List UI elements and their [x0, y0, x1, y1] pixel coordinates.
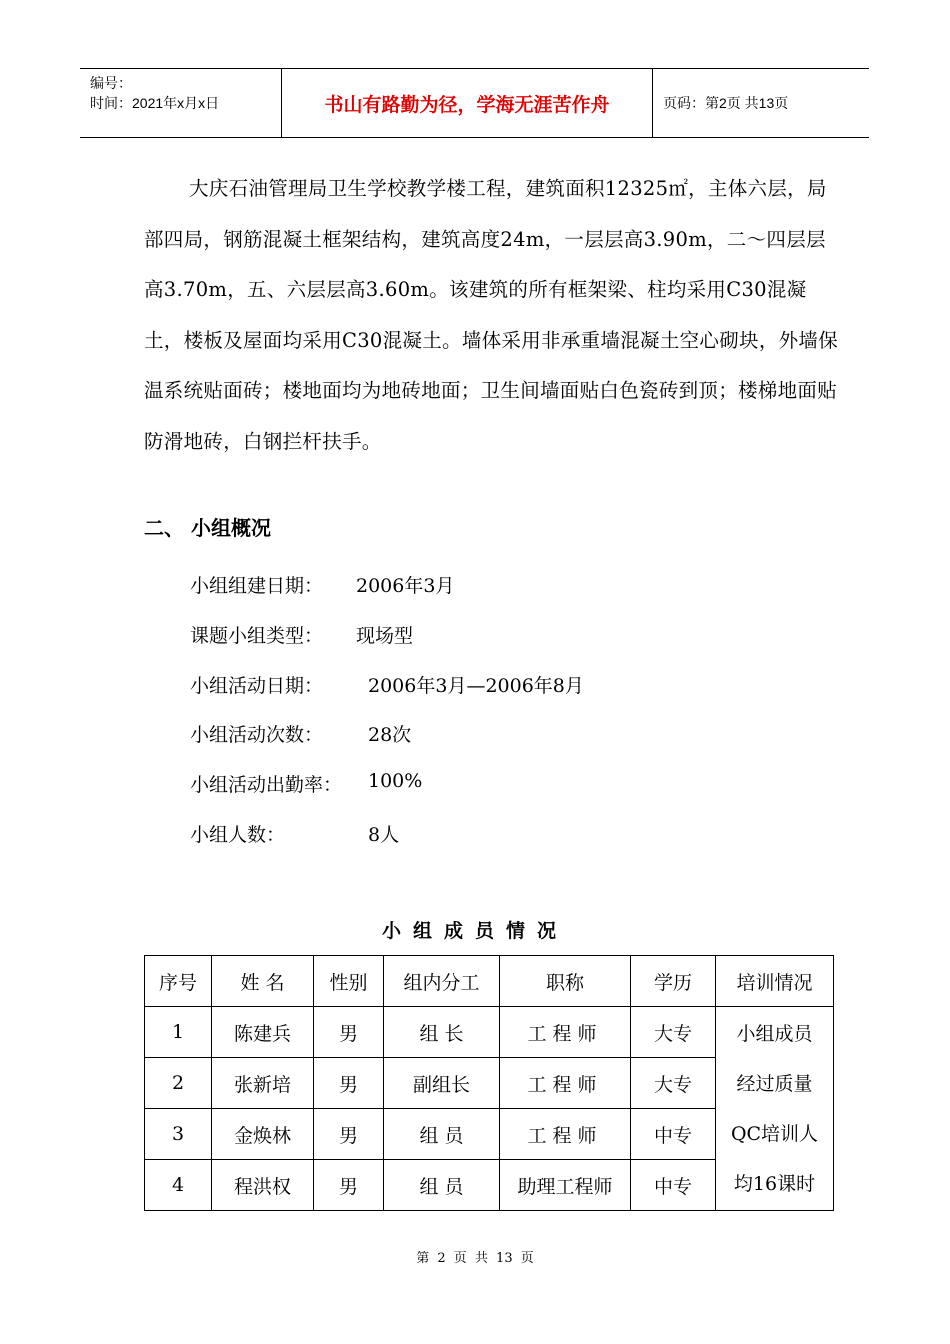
cell-education: 大专	[631, 1007, 716, 1058]
header-motto: 书山有路勤为径，学海无涯苦作舟	[282, 69, 653, 137]
cell-name: 陈建兵	[212, 1007, 314, 1058]
cell-training	[716, 1007, 834, 1211]
cell-title: 工程师	[500, 1058, 631, 1109]
cell-title: 助理工程师	[500, 1160, 631, 1211]
info-label: 小组活动出勤率：	[190, 774, 343, 796]
cell-index: 2	[145, 1058, 212, 1109]
info-value: 2006年3月—2006年8月	[368, 675, 584, 697]
number-label: 编号：	[90, 75, 132, 91]
members-table-title: 小组成员情况	[381, 920, 568, 942]
training-line: 均16课时	[733, 1173, 816, 1195]
cell-title: 工程师	[500, 1007, 631, 1058]
cell-role: 组 长	[384, 1007, 500, 1058]
header-meta	[80, 69, 282, 137]
column-header: 职称	[500, 956, 631, 1007]
table-header-row	[145, 956, 834, 1007]
cell-index: 1	[145, 1007, 212, 1058]
info-value: 28次	[368, 724, 412, 746]
cell-title: 工程师	[500, 1109, 631, 1160]
cell-index: 3	[145, 1109, 212, 1160]
cell-name: 程洪权	[212, 1160, 314, 1211]
cell-education: 中专	[631, 1160, 716, 1211]
column-header: 学历	[631, 956, 716, 1007]
info-row	[190, 720, 412, 747]
column-header: 组内分工	[384, 956, 500, 1007]
info-row	[190, 770, 423, 797]
training-line: 经过质量	[736, 1073, 813, 1095]
column-header: 性别	[314, 956, 384, 1007]
info-value: 现场型	[356, 625, 414, 647]
table-row	[145, 1007, 834, 1058]
info-row	[190, 621, 414, 648]
cell-gender: 男	[314, 1058, 384, 1109]
training-line: QC培训人	[730, 1123, 819, 1145]
intro-section	[144, 164, 844, 467]
column-header: 培训情况	[716, 956, 834, 1007]
info-row	[190, 820, 400, 847]
training-line: 小组成员	[736, 1023, 813, 1045]
info-value: 100%	[368, 770, 423, 792]
column-header: 序号	[145, 956, 212, 1007]
intro-paragraph: 大庆石油管理局卫生学校教学楼工程，建筑面积12325㎡，主体六层，局部四局，钢筋混凝土框架结构，建筑高度24m，一层层高3.90m，二～四层层高3.70m，五、六层层高3.60m。该建筑的所有框架梁、柱均采用C30混凝土，楼板及屋面均采用C30混凝土。墙体采用非承重墙混凝土空心砌块，外墙保温系统贴面砖；楼地面均为地砖地面；卫生间墙面贴白色瓷砖到顶；楼梯地面贴防滑地砖，白钢拦杆扶手。	[144, 177, 839, 453]
cell-role: 组 员	[384, 1109, 500, 1160]
cell-gender: 男	[314, 1007, 384, 1058]
info-label: 小组人数：	[190, 824, 286, 846]
cell-education: 中专	[631, 1109, 716, 1160]
cell-role: 副组长	[384, 1058, 500, 1109]
cell-gender: 男	[314, 1109, 384, 1160]
info-value: 8人	[368, 824, 400, 846]
info-label: 小组活动日期：	[190, 675, 324, 697]
section-title: 二、 小组概况	[144, 516, 271, 540]
cell-role: 组 员	[384, 1160, 500, 1211]
info-label: 小组组建日期：	[190, 575, 324, 597]
members-table	[144, 955, 834, 1211]
info-row	[190, 671, 584, 698]
cell-name: 张新培	[212, 1058, 314, 1109]
page-footer: 第 2 页 共 13 页	[416, 1251, 534, 1266]
header-page-info: 页码：第2页 共13页	[663, 95, 789, 111]
column-header: 姓 名	[212, 956, 314, 1007]
cell-name: 金焕林	[212, 1109, 314, 1160]
info-label: 课题小组类型：	[190, 625, 324, 647]
info-value: 2006年3月	[356, 575, 455, 597]
page-header	[80, 68, 869, 138]
time-label: 时间：2021年x月x日	[90, 95, 220, 111]
cell-index: 4	[145, 1160, 212, 1211]
cell-education: 大专	[631, 1058, 716, 1109]
cell-gender: 男	[314, 1160, 384, 1211]
info-row	[190, 571, 455, 598]
info-label: 小组活动次数：	[190, 724, 324, 746]
